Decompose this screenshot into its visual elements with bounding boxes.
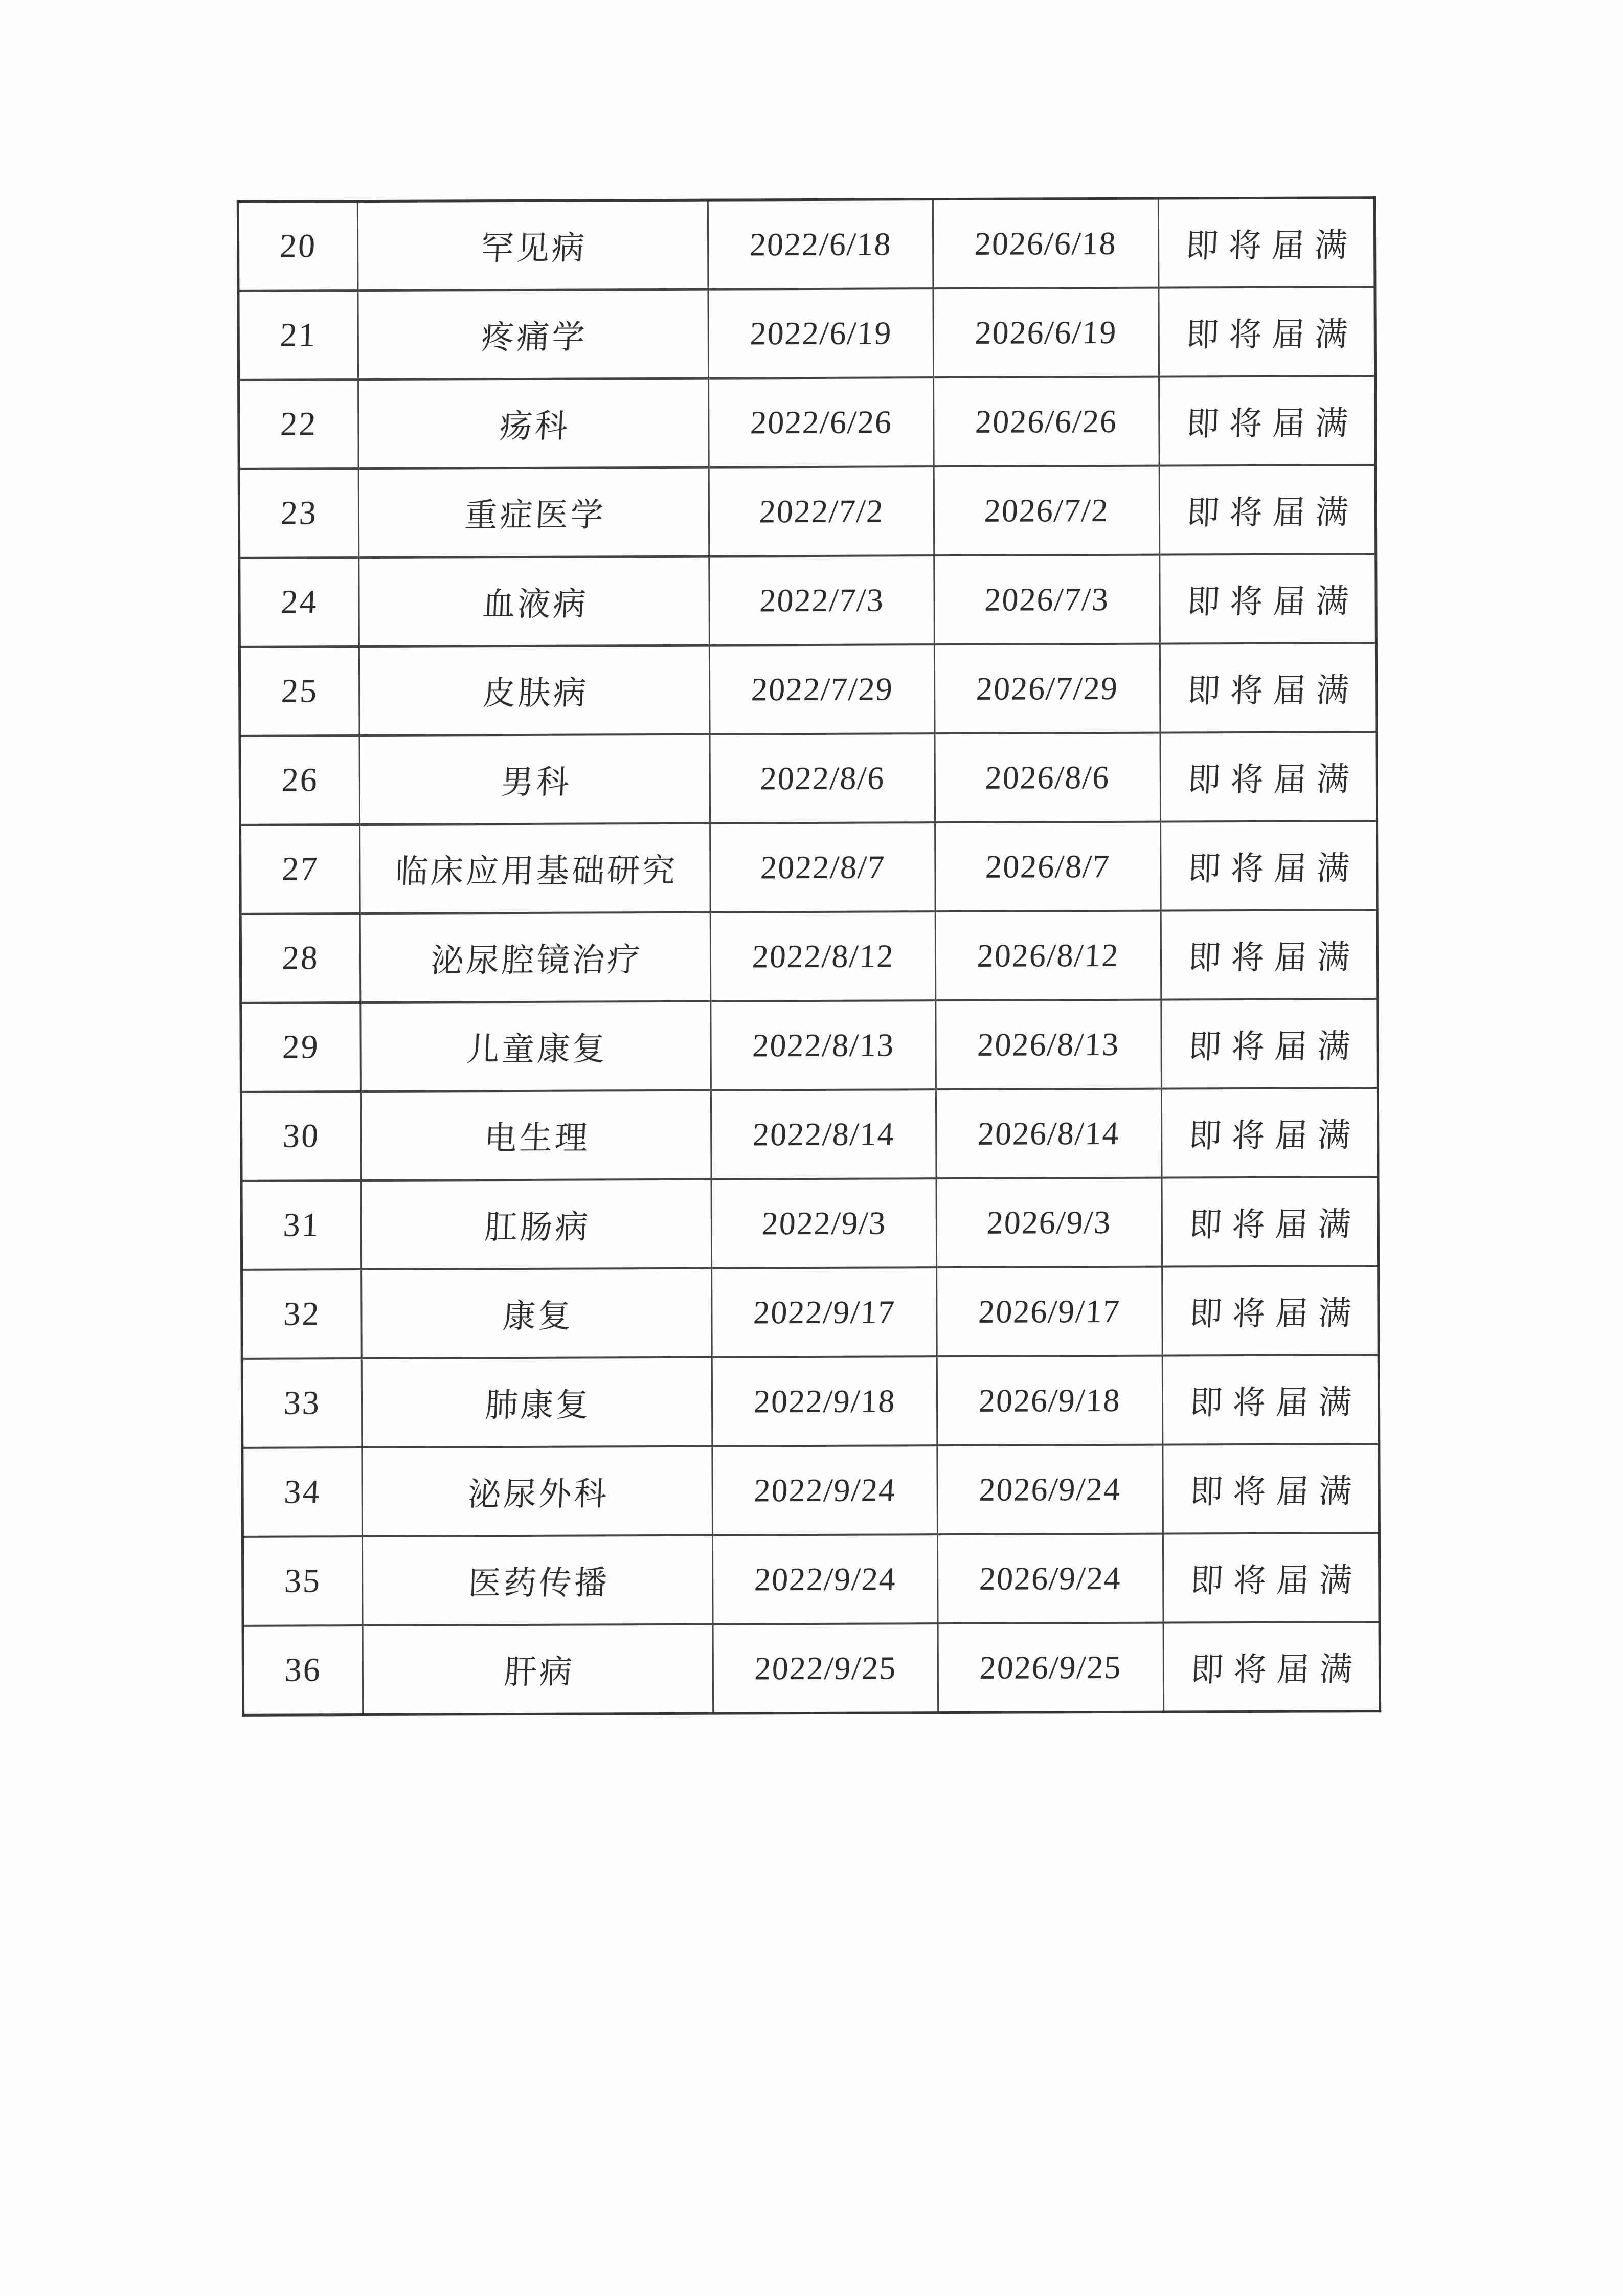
row-number: 26 — [281, 761, 320, 799]
row-number-cell — [241, 1180, 362, 1270]
specialty-name-cell — [358, 467, 709, 558]
row-number-cell — [241, 1002, 361, 1092]
row-number-cell — [241, 1091, 361, 1181]
start-date: 2022/9/24 — [753, 1472, 897, 1509]
start-date: 2022/9/24 — [753, 1561, 897, 1598]
specialty-name: 疡科 — [499, 408, 571, 445]
specialty-name: 康复 — [502, 1298, 574, 1335]
table-row — [239, 376, 1376, 469]
row-number-cell — [242, 1269, 362, 1359]
status-cell — [1160, 643, 1377, 732]
status-cell — [1159, 376, 1376, 465]
status-label: 即将届满 — [1185, 494, 1359, 531]
status-label: 即将届满 — [1189, 1562, 1363, 1599]
row-number-cell — [239, 647, 359, 736]
specialty-name-cell — [363, 1624, 713, 1715]
status-label: 即将届满 — [1187, 939, 1361, 976]
row-number: 36 — [284, 1651, 323, 1689]
specialty-name-cell — [360, 912, 711, 1002]
start-date: 2022/6/18 — [749, 226, 892, 263]
status-cell — [1163, 1444, 1380, 1533]
status-label: 即将届满 — [1185, 405, 1359, 442]
row-number: 27 — [281, 850, 320, 888]
table-row — [240, 910, 1378, 1003]
start-date: 2022/8/13 — [751, 1027, 895, 1064]
start-date: 2022/9/3 — [761, 1205, 887, 1242]
row-number-cell — [242, 1358, 362, 1448]
status-label: 即将届满 — [1185, 316, 1359, 353]
specialty-name: 泌尿腔镜治疗 — [430, 942, 643, 979]
end-date: 2026/9/24 — [978, 1470, 1122, 1508]
status-cell — [1158, 198, 1375, 288]
start-date-cell — [711, 1089, 936, 1179]
end-date-cell — [936, 1178, 1162, 1268]
status-label: 即将届满 — [1187, 850, 1361, 887]
status-cell — [1159, 287, 1376, 376]
table-row — [241, 1088, 1378, 1181]
specialty-name-cell — [359, 556, 710, 647]
end-date: 2026/8/7 — [985, 848, 1111, 885]
row-number-cell — [238, 202, 358, 291]
specialty-name: 男科 — [500, 764, 572, 801]
end-date-cell — [938, 1623, 1164, 1713]
status-label: 即将届满 — [1186, 583, 1360, 620]
row-number: 35 — [283, 1562, 322, 1600]
row-number-cell — [240, 735, 360, 825]
end-date: 2026/9/24 — [979, 1559, 1122, 1597]
row-number-cell — [243, 1625, 363, 1715]
end-date-cell — [935, 911, 1161, 1001]
specialty-name-cell — [362, 1446, 713, 1536]
status-label: 即将届满 — [1186, 761, 1360, 798]
start-date: 2022/6/26 — [749, 404, 893, 441]
table-row — [242, 1266, 1379, 1359]
table-row — [240, 821, 1378, 914]
end-date: 2026/7/3 — [984, 581, 1110, 618]
status-cell — [1159, 465, 1376, 554]
status-cell — [1160, 732, 1377, 821]
specialty-name-cell — [358, 378, 709, 469]
row-number-cell — [242, 1447, 363, 1537]
row-number: 24 — [280, 583, 319, 621]
end-date: 2026/8/13 — [977, 1026, 1120, 1063]
start-date-cell — [709, 466, 934, 556]
specialty-name: 重症医学 — [463, 497, 606, 534]
start-date: 2022/7/2 — [758, 493, 885, 530]
table-row — [238, 287, 1376, 380]
specialty-name: 肝病 — [503, 1654, 575, 1691]
specialty-name-cell — [362, 1357, 712, 1447]
end-date-cell — [936, 1000, 1162, 1090]
status-cell — [1160, 554, 1377, 643]
start-date-cell — [711, 1000, 936, 1090]
end-date-cell — [937, 1267, 1163, 1357]
end-date-cell — [937, 1445, 1163, 1535]
specialty-name-cell — [360, 823, 711, 913]
end-date-cell — [936, 1089, 1162, 1179]
specialty-name-cell — [359, 645, 710, 735]
specialty-name-cell — [362, 1535, 713, 1625]
table-row — [241, 1177, 1379, 1270]
status-cell — [1161, 1088, 1378, 1177]
end-date: 2026/8/12 — [976, 937, 1120, 974]
end-date: 2026/6/18 — [974, 225, 1118, 262]
table-row — [239, 643, 1377, 736]
start-date: 2022/7/3 — [758, 582, 885, 619]
start-date: 2022/8/12 — [751, 938, 895, 975]
row-number: 23 — [280, 494, 319, 532]
table-row — [240, 732, 1377, 825]
end-date: 2026/9/17 — [978, 1292, 1121, 1330]
specialty-name-cell — [357, 200, 708, 291]
status-label: 即将届满 — [1188, 1295, 1362, 1332]
start-date-cell — [712, 1445, 938, 1535]
expiry-table-container — [237, 196, 1381, 1717]
specialty-name-cell — [360, 1090, 711, 1180]
end-date-cell — [934, 377, 1160, 467]
start-date-cell — [712, 1534, 938, 1624]
table-row — [242, 1444, 1380, 1537]
row-number: 28 — [281, 939, 320, 977]
end-date-cell — [934, 555, 1160, 645]
end-date: 2026/7/2 — [983, 492, 1110, 529]
end-date-cell — [937, 1534, 1163, 1624]
start-date: 2022/9/17 — [752, 1294, 896, 1331]
specialty-name: 泌尿外科 — [467, 1476, 610, 1513]
row-number-cell — [242, 1536, 363, 1626]
start-date: 2022/8/7 — [759, 849, 886, 886]
status-label: 即将届满 — [1184, 227, 1358, 264]
start-date-cell — [712, 1356, 937, 1446]
start-date-cell — [710, 733, 935, 823]
start-date: 2022/6/19 — [749, 315, 893, 352]
row-number: 25 — [280, 672, 319, 710]
end-date-cell — [934, 466, 1160, 556]
row-number-cell — [239, 380, 359, 469]
start-date-cell — [709, 377, 934, 467]
row-number: 21 — [279, 316, 318, 354]
expiry-table — [237, 196, 1381, 1717]
specialty-name: 电生理 — [483, 1120, 591, 1157]
end-date-cell — [934, 644, 1160, 734]
end-date-cell — [937, 1356, 1163, 1446]
table-row — [242, 1533, 1380, 1626]
end-date-cell — [935, 822, 1161, 912]
row-number: 32 — [282, 1295, 321, 1333]
start-date: 2022/8/6 — [759, 760, 886, 797]
specialty-name-cell — [358, 289, 709, 380]
row-number-cell — [240, 913, 360, 1003]
table-row — [241, 999, 1378, 1092]
end-date: 2026/6/19 — [974, 314, 1118, 351]
row-number: 34 — [283, 1473, 322, 1511]
status-cell — [1163, 1533, 1380, 1622]
row-number-cell — [238, 291, 358, 380]
row-number-cell — [239, 469, 359, 558]
end-date: 2026/8/14 — [977, 1114, 1121, 1152]
status-cell — [1162, 1266, 1379, 1355]
start-date-cell — [709, 555, 935, 645]
row-number: 31 — [282, 1206, 321, 1244]
status-cell — [1162, 1177, 1379, 1266]
status-cell — [1161, 999, 1378, 1088]
start-date-cell — [708, 199, 933, 289]
row-number: 20 — [279, 227, 318, 265]
start-date-cell — [713, 1623, 938, 1713]
specialty-name-cell — [361, 1179, 712, 1269]
end-date-cell — [935, 733, 1161, 823]
row-number-cell — [240, 824, 360, 914]
status-label: 即将届满 — [1189, 1651, 1363, 1688]
specialty-name-cell — [359, 734, 710, 824]
specialty-name-cell — [360, 1001, 711, 1091]
status-label: 即将届满 — [1188, 1117, 1361, 1154]
start-date-cell — [712, 1267, 937, 1357]
status-label: 即将届满 — [1186, 672, 1360, 709]
end-date: 2026/8/6 — [984, 759, 1111, 796]
status-label: 即将届满 — [1188, 1206, 1362, 1243]
specialty-name: 肺康复 — [484, 1387, 592, 1424]
specialty-name: 罕见病 — [480, 230, 588, 267]
status-label: 即将届满 — [1188, 1384, 1362, 1421]
specialty-name: 肛肠病 — [484, 1209, 592, 1246]
start-date-cell — [710, 822, 936, 912]
status-cell — [1161, 821, 1378, 910]
specialty-name: 血液病 — [481, 586, 589, 623]
table-row — [239, 465, 1376, 558]
specialty-name: 疼痛学 — [481, 319, 588, 356]
status-cell — [1161, 910, 1378, 999]
specialty-name-cell — [362, 1268, 712, 1358]
expiry-table-body — [238, 198, 1380, 1715]
row-number: 33 — [283, 1384, 322, 1422]
start-date-cell — [709, 644, 935, 734]
end-date-cell — [933, 288, 1159, 378]
start-date-cell — [711, 1178, 937, 1268]
table-row — [242, 1355, 1379, 1448]
table-row — [239, 554, 1377, 647]
table-row — [243, 1622, 1380, 1715]
start-date: 2022/9/18 — [753, 1383, 896, 1420]
specialty-name: 医药传播 — [467, 1565, 610, 1602]
end-date: 2026/9/18 — [978, 1381, 1122, 1419]
start-date: 2022/8/14 — [752, 1116, 895, 1153]
status-label: 即将届满 — [1187, 1028, 1361, 1065]
end-date: 2026/9/3 — [986, 1203, 1113, 1241]
start-date-cell — [708, 288, 934, 378]
end-date-cell — [933, 198, 1159, 288]
specialty-name: 皮肤病 — [482, 675, 590, 712]
specialty-name: 儿童康复 — [465, 1031, 608, 1068]
row-number: 29 — [282, 1028, 321, 1066]
row-number: 22 — [279, 405, 318, 443]
status-cell — [1163, 1622, 1380, 1712]
end-date: 2026/9/25 — [979, 1648, 1123, 1686]
start-date-cell — [710, 911, 936, 1001]
row-number-cell — [239, 558, 359, 647]
end-date: 2026/6/26 — [975, 403, 1118, 440]
start-date: 2022/7/29 — [750, 671, 894, 708]
status-label: 即将届满 — [1189, 1473, 1363, 1510]
row-number: 30 — [282, 1117, 321, 1155]
start-date: 2022/9/25 — [754, 1649, 897, 1687]
specialty-name: 临床应用基础研究 — [394, 852, 679, 890]
status-cell — [1162, 1355, 1379, 1444]
end-date: 2026/7/29 — [975, 670, 1119, 707]
table-row — [238, 198, 1375, 291]
